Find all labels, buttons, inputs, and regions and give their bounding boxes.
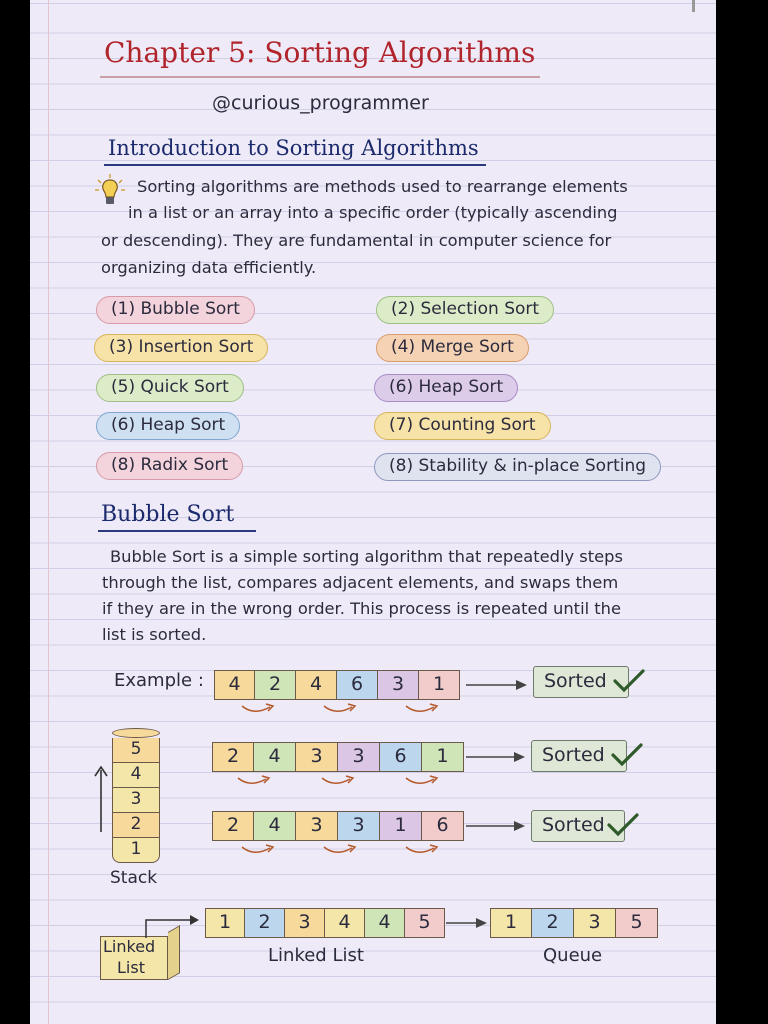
stack-label: Stack (110, 868, 158, 888)
array-cell: 6 (380, 742, 422, 772)
queue-label: Queue (543, 945, 603, 966)
swap-arrow-icon (240, 702, 276, 716)
page-margin-line (48, 0, 49, 1024)
page-title: Chapter 5: Sorting Algorithms (104, 36, 536, 69)
swap-arrow-icon (322, 843, 358, 857)
linked-list-box (100, 936, 168, 980)
linked-list-cell: 2 (245, 908, 285, 938)
example-array-row-2 (212, 742, 464, 772)
arrow-up-icon (94, 766, 108, 832)
queue-row (490, 908, 658, 938)
swap-arrow-icon (320, 774, 356, 788)
sorted-box-3: Sorted (531, 810, 625, 842)
array-cell: 1 (419, 670, 460, 700)
bubble-line-2: through the list, compares adjacent elements, and swaps them (102, 573, 619, 592)
array-cell: 4 (254, 742, 296, 772)
checkmark-icon (606, 812, 640, 838)
linked-box-label-2: List (117, 958, 145, 977)
pill-quick-sort: (5) Quick Sort (96, 374, 244, 402)
stack-top (112, 728, 160, 738)
linked-list-cell: 4 (365, 908, 405, 938)
linked-list-row (205, 908, 445, 938)
pill-selection-sort: (2) Selection Sort (376, 296, 554, 324)
arrow-right-icon (466, 679, 528, 691)
array-cell: 1 (380, 811, 422, 841)
bubble-line-1: Bubble Sort is a simple sorting algorithm that repeatedly steps (110, 547, 623, 566)
array-cell: 2 (255, 670, 296, 700)
pill-bubble-sort: (1) Bubble Sort (96, 296, 255, 324)
page-edge-mark (692, 0, 695, 12)
queue-cell: 5 (616, 908, 658, 938)
linked-list-cell: 5 (405, 908, 445, 938)
stack-cell: 4 (112, 763, 160, 788)
swap-arrow-icon (404, 843, 440, 857)
pill-merge-sort: (4) Merge Sort (376, 334, 529, 362)
array-cell: 4 (296, 670, 337, 700)
array-cell: 3 (296, 742, 338, 772)
bubble-heading-underline (98, 530, 256, 532)
bubble-heading: Bubble Sort (101, 502, 235, 527)
array-cell: 3 (378, 670, 419, 700)
swap-arrow-icon (240, 843, 276, 857)
swap-arrow-icon (404, 702, 440, 716)
stack-diagram (112, 728, 160, 863)
linked-list-cell: 1 (205, 908, 245, 938)
lightbulb-icon (94, 173, 126, 209)
arrow-right-icon (446, 917, 488, 929)
array-cell: 6 (337, 670, 378, 700)
example-label: Example : (114, 670, 204, 691)
stack-cell: 3 (112, 788, 160, 813)
intro-heading-underline (104, 164, 486, 166)
array-cell: 3 (338, 742, 380, 772)
example-array-row-3 (212, 811, 464, 841)
stack-cell: 2 (112, 813, 160, 838)
arrow-corner-icon (138, 912, 200, 938)
queue-cell: 2 (532, 908, 574, 938)
array-cell: 2 (212, 742, 254, 772)
arrow-right-icon (466, 820, 526, 832)
intro-line-3: or descending). They are fundamental in computer science for (101, 231, 612, 250)
pill-stability-inplace: (8) Stability & in-place Sorting (374, 453, 661, 481)
arrow-right-icon (466, 751, 526, 763)
linked-list-cell: 4 (325, 908, 365, 938)
pill-counting-sort: (7) Counting Sort (374, 412, 551, 440)
linked-list-label: Linked List (268, 945, 364, 966)
checkmark-icon (612, 668, 646, 694)
intro-line-2: in a list or an array into a specific order (typically ascending (128, 203, 618, 222)
bubble-line-4: list is sorted. (102, 625, 207, 644)
author-handle: @curious_programmer (212, 92, 429, 114)
swap-arrow-icon (236, 774, 272, 788)
array-cell: 3 (296, 811, 338, 841)
swap-arrow-icon (322, 702, 358, 716)
pill-radix-sort: (8) Radix Sort (96, 452, 243, 480)
sorted-box-2: Sorted (531, 740, 627, 772)
bubble-line-3: if they are in the wrong order. This process is repeated until the (102, 599, 622, 618)
example-array-row-1 (214, 670, 460, 700)
sorted-box-1: Sorted (533, 666, 629, 698)
checkmark-icon (610, 742, 644, 768)
linked-box-label-1: Linked (103, 937, 156, 956)
array-cell: 6 (422, 811, 464, 841)
array-cell: 4 (254, 811, 296, 841)
pill-heap-sort-right: (6) Heap Sort (374, 374, 518, 402)
queue-cell: 1 (490, 908, 532, 938)
array-cell: 4 (214, 670, 255, 700)
array-cell: 3 (338, 811, 380, 841)
array-cell: 1 (422, 742, 464, 772)
stack-cell: 1 (112, 838, 160, 863)
intro-line-1: Sorting algorithms are methods used to rearrange elements (137, 177, 628, 196)
intro-line-4: organizing data efficiently. (101, 258, 317, 277)
linked-list-cell: 3 (285, 908, 325, 938)
array-cell: 2 (212, 811, 254, 841)
title-underline (100, 76, 540, 78)
swap-arrow-icon (404, 774, 440, 788)
pill-heap-sort-left: (6) Heap Sort (96, 412, 240, 440)
intro-heading: Introduction to Sorting Algorithms (108, 136, 479, 160)
queue-cell: 3 (574, 908, 616, 938)
stack-cell: 5 (112, 738, 160, 763)
pill-insertion-sort: (3) Insertion Sort (94, 334, 268, 362)
